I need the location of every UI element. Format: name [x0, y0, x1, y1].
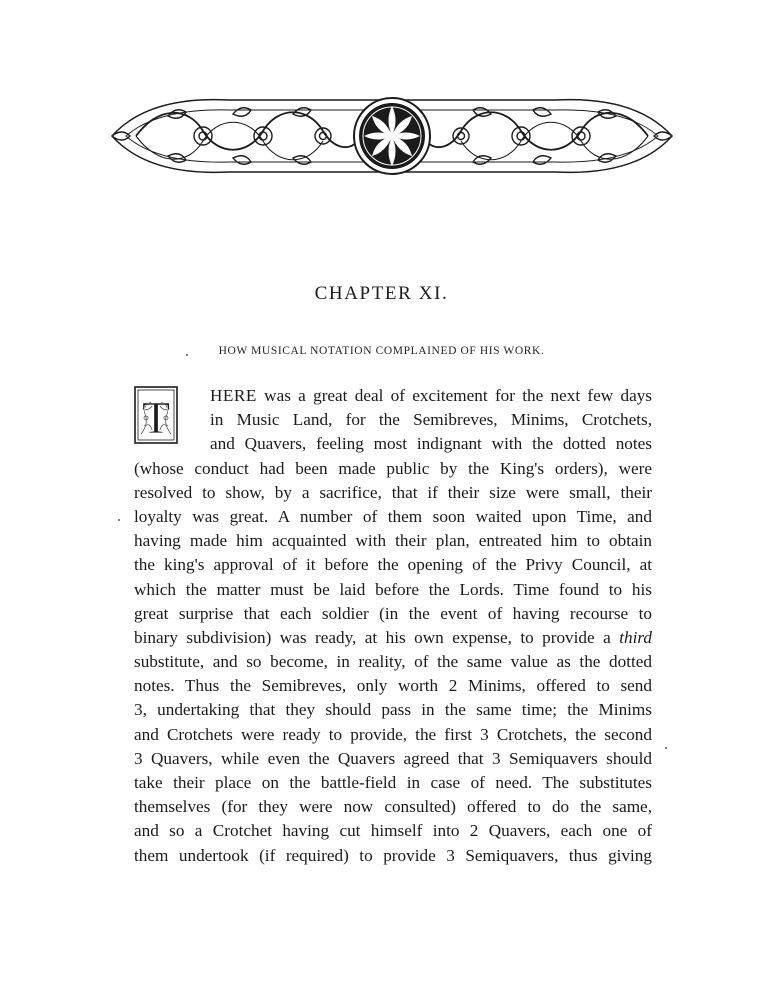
- chapter-subtitle: HOW MUSICAL NOTATION COMPLAINED OF HIS WORK.: [218, 345, 545, 357]
- print-speck: [118, 519, 120, 521]
- ornamental-headpiece: [108, 86, 676, 186]
- body-line-20: them undertook (if required) to provide 3 Semiquavers, thus giving: [134, 845, 652, 865]
- svg-text:T: T: [141, 392, 171, 443]
- body-line-16: 3 Quavers, while even the Quavers agreed that 3 Semiquavers should: [134, 748, 652, 768]
- body-line-15: and Crotchets were ready to provide, the first 3 Crotchets, the second: [134, 724, 652, 744]
- body-line-19: and so a Crotchet having cut himself into 2 Quavers, each one of: [134, 821, 652, 841]
- body-line-5: resolved to show, by a sacrifice, that if their size were small, their: [134, 482, 652, 502]
- body-line-1: HERE was a great deal of excitement for the next few days: [210, 386, 652, 405]
- body-line-9: which the matter must be laid before the Lords. Time found to his: [134, 579, 652, 599]
- print-speck: [186, 354, 188, 356]
- body-line-7: having made him acquainted with their plan, entreated him to obtain: [134, 531, 652, 551]
- body-line-8: the king's approval of it before the opening of the Privy Council, at: [134, 555, 652, 575]
- body-line-4: (whose conduct had been made public by the King's orders), were: [134, 458, 652, 478]
- body-line-14: 3, undertaking that they should pass in the same time; the Minims: [134, 700, 652, 720]
- body-line-12: substitute, and so become, in reality, of the same value as the dotted: [134, 652, 652, 672]
- body-line-3: and Quavers, feeling most indignant with the dotted notes: [210, 434, 652, 454]
- body-line-6: loyalty was great. A number of them soon waited upon Time, and: [134, 506, 652, 526]
- body-line-2: in Music Land, for the Semibreves, Minims, Crotchets,: [210, 410, 652, 430]
- body-line-18: themselves (for they were now consulted) offered to do the same,: [134, 797, 652, 817]
- body-line-17: take their place on the battle-field in case of need. The substitutes: [134, 773, 652, 792]
- body-line-10: great surprise that each soldier (in the event of having recourse to: [134, 603, 652, 623]
- chapter-body: [134, 384, 652, 868]
- body-line-11: binary subdivision) was ready, at his own expense, to provide a third: [134, 627, 652, 647]
- print-speck: [665, 747, 667, 749]
- chapter-title: CHAPTER XI.: [314, 283, 449, 304]
- body-line-13: notes. Thus the Semibreves, only worth 2 Minims, offered to send: [134, 676, 652, 696]
